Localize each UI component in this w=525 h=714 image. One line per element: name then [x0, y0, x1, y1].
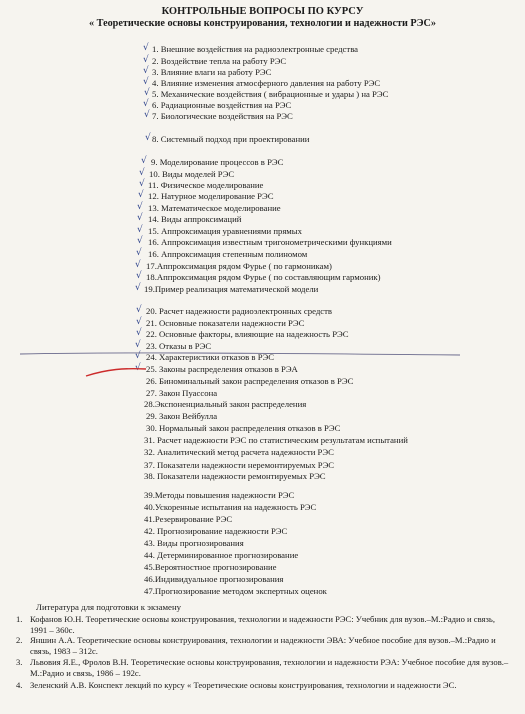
question-item: 21. Основные показатели надежности РЭС: [146, 318, 305, 328]
question-item: 19.Пример реализация математической модели: [144, 284, 319, 294]
question-item: 14. Виды аппроксимаций: [148, 214, 242, 224]
question-item: 43. Виды прогнозирования: [144, 538, 244, 548]
question-item: 37. Показатели надежности неремонтируемых РЭС: [144, 460, 335, 470]
checkmark-icon: √: [135, 260, 141, 270]
strike-line: [20, 353, 460, 355]
question-item: 25. Законы распределения отказов в РЭА: [146, 364, 298, 374]
checkmark-icon: √: [144, 110, 150, 120]
checkmark-icon: √: [138, 190, 144, 200]
checkmark-icon: √: [144, 88, 150, 98]
checkmark-icon: √: [141, 156, 147, 166]
checkmark-icon: √: [143, 99, 149, 109]
literature-item-text: Кофанов Ю.Н. Теоретические основы конструирования, технологии и надежности РЭС: Учебник для вузов.–М.:Радио и связь, 1991 – 360с.: [30, 614, 495, 635]
question-item: 47.Прогнозирование методом экспертных оценок: [144, 586, 327, 596]
question-item: 26. Биноминальный закон распределения отказов в РЭС: [146, 376, 354, 386]
literature-item-number: 3.: [16, 657, 23, 667]
checkmark-icon: √: [137, 225, 143, 235]
question-item: 23. Отказы в РЭС: [146, 341, 212, 351]
question-item: 18.Аппроксимация рядом Фурье ( по составляющим гармоник): [146, 272, 381, 282]
checkmark-icon: √: [136, 305, 142, 315]
literature-heading: Литература для подготовки к экзамену: [36, 602, 182, 612]
question-item: 1. Внешние воздействия на радиоэлектронные средства: [152, 44, 359, 54]
literature-item-text: Яншин А.А. Теоретические основы конструирования, технологии и надежности ЭВА: Учебное пособие для вузов.–М.:Радио и связь, 1983 – 312с.: [30, 635, 496, 656]
question-item: 40.Ускоренные испытания на надежность РЭС: [144, 502, 317, 512]
question-item: 44. Детерминированное прогнозирование: [144, 550, 299, 560]
checkmark-icon: √: [145, 133, 151, 143]
question-item: 22. Основные факторы, влияющие на надежность РЭС: [146, 329, 349, 339]
red-underline-mark: [86, 369, 146, 376]
question-item: 2. Воздействие тепла на работу РЭС: [152, 56, 287, 66]
question-item: 15. Аппроксимация уравнениями прямых: [148, 226, 302, 236]
checkmark-icon: √: [135, 351, 141, 361]
checkmark-icon: √: [135, 340, 141, 350]
question-item: 20. Расчет надежности радиоэлектронных средств: [146, 306, 333, 316]
question-item: 24. Характеристики отказов в РЭС: [146, 352, 275, 362]
literature-item-text: Зеленский А.В. Конспект лекций по курсу « Теоретические основы конструирования, технологии и надежности ЭС.: [30, 680, 457, 690]
question-item: 3. Влияние влаги на работу РЭС: [152, 67, 272, 77]
question-item: 39.Методы повышения надежности РЭС: [144, 490, 295, 500]
checkmark-icon: √: [136, 317, 142, 327]
checkmark-icon: √: [143, 55, 149, 65]
question-item: 12. Натурное моделирование РЭС: [148, 191, 274, 201]
document-subtitle: « Теоретические основы конструирования, технологии и надежности РЭС»: [89, 18, 436, 29]
checkmark-icon: √: [137, 236, 143, 246]
question-item: 31. Расчет надежности РЭС по статистическим результатам испытаний: [144, 435, 408, 445]
literature-item-number: 2.: [16, 635, 23, 645]
question-item: 28.Экспоненциальный закон распределения: [144, 399, 307, 409]
question-item: 38. Показатели надежности ремонтируемых РЭС: [144, 471, 326, 481]
question-item: 29. Закон Вейбулла: [146, 411, 218, 421]
checkmark-icon: √: [136, 271, 142, 281]
checkmark-icon: √: [143, 66, 149, 76]
question-item: 6. Радиационные воздействия на РЭС: [152, 100, 292, 110]
question-item: 16. Аппроксимация степенным полиномом: [148, 249, 308, 259]
literature-item-text: Львовия Я.Е., Фролов В.Н. Теоретические основы конструирования, технологии и надежности РЭА: Учебное пособие для вузов.–М.:Радио и связь, 1986 – 192с.: [30, 657, 509, 678]
question-item: 8. Системный подход при проектировании: [152, 134, 310, 144]
checkmark-icon: √: [137, 213, 143, 223]
question-item: 46.Индивидуальное прогнозирования: [144, 574, 284, 584]
checkmark-icon: √: [136, 328, 142, 338]
question-item: 45.Вероятностное прогнозирование: [144, 562, 277, 572]
question-item: 10. Виды моделей РЭС: [149, 169, 235, 179]
question-item: 41.Резервирование РЭС: [144, 514, 233, 524]
question-item: 7. Биологические воздействия на РЭС: [152, 111, 293, 121]
checkmark-icon: √: [143, 43, 149, 53]
checkmark-icon: √: [139, 179, 145, 189]
literature-item-number: 1.: [16, 614, 23, 624]
checkmark-icon: √: [135, 363, 141, 373]
question-item: 13. Математическое моделирование: [148, 203, 281, 213]
checkmark-icon: √: [135, 283, 141, 293]
checkmark-icon: √: [136, 248, 142, 258]
document-title: КОНТРОЛЬНЫЕ ВОПРОСЫ ПО КУРСУ: [161, 6, 364, 17]
checkmark-icon: √: [143, 77, 149, 87]
question-item: 42. Прогнозирование надежности РЭС: [144, 526, 288, 536]
literature-item-number: 4.: [16, 680, 23, 690]
question-item: 11. Физическое моделирование: [148, 180, 264, 190]
question-item: 9. Моделирование процессов в РЭС: [151, 157, 284, 167]
question-item: 27. Закон Пуассона: [146, 388, 218, 398]
question-item: 5. Механические воздействия ( вибрационные и удары ) на РЭС: [152, 89, 389, 99]
question-item: 17.Аппроксимация рядом Фурье ( по гармоникам): [146, 261, 332, 271]
question-item: 16. Аппроксимация известным тригонометрическими функциями: [148, 237, 392, 247]
checkmark-icon: √: [139, 168, 145, 178]
question-item: 4. Влияние изменения атмосферного давления на работу РЭС: [152, 78, 381, 88]
question-item: 30. Нормальный закон распределения отказов в РЭС: [146, 423, 341, 433]
question-item: 32. Аналитический метод расчета надежности РЭС: [144, 447, 334, 457]
checkmark-icon: √: [137, 202, 143, 212]
